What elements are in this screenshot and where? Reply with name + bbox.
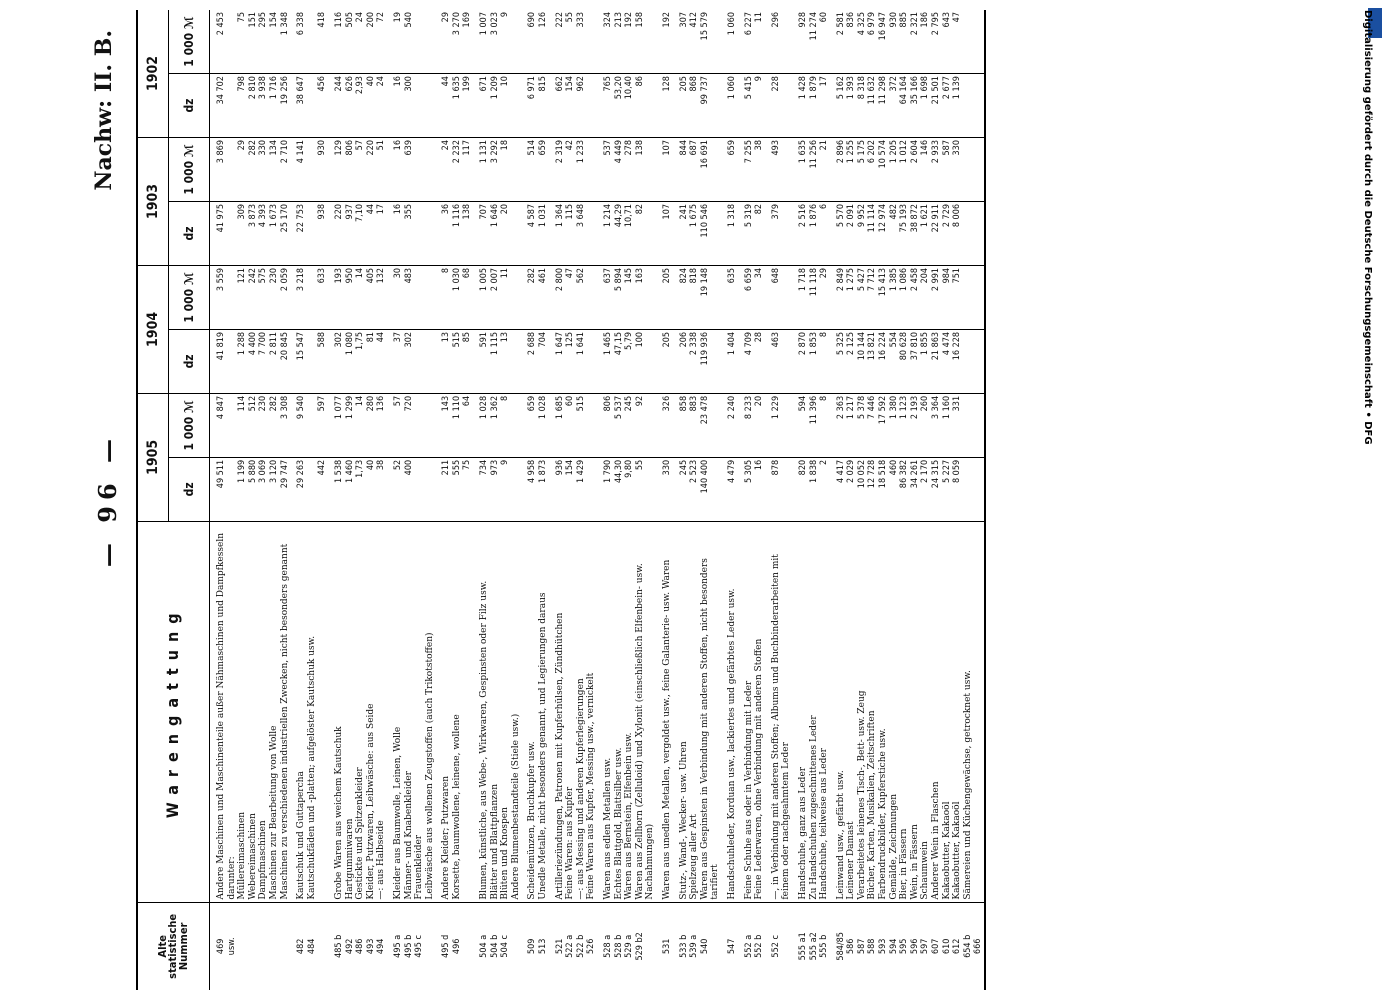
row-value: 2 363 1 217 5 378 7 446 17 592 1 380 1 123 2 193 260 3 364 1 160 331 <box>830 393 985 457</box>
row-value: 282 461 <box>521 265 548 329</box>
row-ware: Leinwand usw., gefärbt usw. Leinener Damast Verarbeitetes leinenes Tisch-, Bett- usw. Zeug Bücher, Karten, Musikalien, Zeitschriften Farbendruckbilder, Kupferstiche usw. Gemälde, Zeichnungen Bier, in Fässern Wein, in Fässern Schaumwein Anderer Wein in Flaschen Kakaobutter, Kakaoöl Kakaobutter, Kakaoöl Sämereien und Küchengewächse, getrocknet usw. <box>830 521 985 902</box>
row-value: 3 869 29 282 330 134 2 710 <box>210 138 291 202</box>
row-ware: Blumen, künstliche, aus Webe-, Wirkwaren, Gespinsten oder Filz usw. Blätter und Blattpflanzen Blüten und Knospen Andere Blumenbestandteile (Stiele usw.) <box>473 521 521 902</box>
row-value: 734 973 9 <box>473 457 521 521</box>
row-value: 1 647 125 1 641 <box>549 329 597 393</box>
row-value: 116 505 24 200 72 <box>333 12 387 28</box>
row-value: 4 417 2 029 10 052 12 728 18 518 460 86 382 34 261 2 170 24 315 5 227 8 059 <box>830 457 985 521</box>
row-value: 16 300 <box>387 74 435 138</box>
row-value: 307 412 15 579 <box>678 12 710 41</box>
row-value: 2 688 704 <box>521 329 548 393</box>
header-year-1903: 1903 <box>137 138 169 266</box>
row-value: 41 819 1 288 4 400 7 700 2 811 20 845 <box>210 329 291 393</box>
row-value: 1 060 <box>726 12 737 36</box>
table-row <box>830 10 985 990</box>
table-row <box>792 10 830 990</box>
header-year-1905: 1905 <box>137 393 169 521</box>
row-value: 648 <box>765 265 792 329</box>
row-value: 36 1 116 138 <box>435 201 473 265</box>
row-value: 302 1 080 1,75 81 44 <box>328 329 387 393</box>
row-number: 495 a 495 b 495 c <box>387 902 435 990</box>
row-value: 193 950 14 405 132 <box>328 265 387 329</box>
table-row <box>290 10 328 990</box>
row-number: 552 c <box>765 902 792 990</box>
row-value: 671 1 209 10 <box>473 74 521 138</box>
row-value: 379 <box>765 201 792 265</box>
table-row <box>210 10 291 990</box>
row-ware: Waren aus unedlen Metallen, vergoldet usw., feine Galanterie- usw. Waren <box>656 521 673 902</box>
row-value: 6 659 34 <box>738 265 765 329</box>
header-dz: dz <box>169 201 210 265</box>
header-dz: dz <box>169 74 210 138</box>
row-ware: Grobe Waren aus weichem Kautschuk Hartgummiwaren Gestickte und Spitzenkleider Kleider, Putzwaren, Leibwäsche: aus Seide —: aus Halbseide <box>328 521 387 902</box>
row-value: 37 302 <box>387 329 435 393</box>
row-number: 552 a 552 b <box>738 902 765 990</box>
row-ware: Artilleriezündungen, Patronen mit Kupferhülsen, Zündhütchen Feine Waren: aus Kupfer —: aus Messing und anderen Kupferlegierungen Feine Waren aus Kupfer, Messing usw., vernickelt <box>549 521 597 902</box>
row-value: 29 263 442 <box>290 457 328 521</box>
row-value: 1 318 <box>721 201 738 265</box>
table-row <box>721 10 738 990</box>
row-value: 8 233 20 <box>738 393 765 457</box>
row-value: 1 131 3 292 18 <box>473 138 521 202</box>
row-value: 143 1 110 64 <box>435 393 473 457</box>
section-reference: Nachw: II. B. <box>91 30 117 191</box>
row-value: 5 162 1 393 8 318 11 632 11 298 372 64 164 35 166 1 698 21 501 2 677 1 139 <box>830 74 985 138</box>
row-value: 824 818 19 148 <box>673 265 721 329</box>
row-value: 2 453 75 151 295 154 1 348 <box>216 12 290 36</box>
row-value: 1 428 1 879 17 <box>792 74 830 138</box>
row-value: 24 2 232 117 <box>435 138 473 202</box>
row-value: 34 702 798 2 810 3 938 1 716 19 256 <box>210 74 291 138</box>
row-value: 637 5 894 145 163 <box>597 265 656 329</box>
row-value: 3 218 633 <box>290 265 328 329</box>
row-value: 192 <box>661 12 672 28</box>
row-value: 928 11 274 60 <box>797 12 830 41</box>
row-value: 13 515 85 <box>435 329 473 393</box>
row-value: 1 028 1 362 8 <box>473 393 521 457</box>
row-value: 635 <box>721 265 738 329</box>
row-value: 107 <box>656 201 673 265</box>
row-value: 16 355 <box>387 201 435 265</box>
row-value: 29 3 270 169 <box>441 12 473 36</box>
row-value: 4 141 930 <box>290 138 328 202</box>
row-value: 244 626 2,93 40 24 <box>328 74 387 138</box>
row-value: 1 635 11 256 21 <box>792 138 830 202</box>
row-number: 485 b 492 486 493 494 <box>328 902 387 990</box>
row-ware: Feine Schuhe aus oder in Verbindung mit Leder Feine Lederwaren, ohne Verbindung mit anderen Stoffen <box>738 521 765 902</box>
table-row <box>387 10 435 990</box>
row-number: 533 b 539 a 540 <box>673 902 721 990</box>
row-number: 509 513 <box>521 902 548 990</box>
row-value: 245 2 523 140 400 <box>673 457 721 521</box>
row-value: 4 587 1 031 <box>521 201 548 265</box>
row-value: 765 53,20 10,40 86 <box>597 74 656 138</box>
row-value: 5 570 2 091 9 952 11 114 12 974 482 75 193 38 872 1 621 22 911 2 729 8 006 <box>830 201 985 265</box>
row-value: 6 227 11 <box>743 12 765 36</box>
row-value: 3 559 121 242 575 230 2 059 <box>210 265 291 329</box>
row-value: 1 005 2 007 11 <box>473 265 521 329</box>
row-number: 469 usw. <box>210 902 291 990</box>
row-value: 463 <box>765 329 792 393</box>
row-value: 1 214 44,29 10,71 82 <box>597 201 656 265</box>
row-value: 30 483 <box>387 265 435 329</box>
row-ware: —, in Verbindung mit anderen Stoffen; Albums und Buchbinderarbeiten mit feinem oder nachgeahmtem Leder <box>765 521 792 902</box>
table-row <box>765 10 792 990</box>
row-value: 806 5 537 245 92 <box>597 393 656 457</box>
table-row <box>597 10 656 990</box>
row-value: 2 516 1 876 6 <box>792 201 830 265</box>
row-ware: Kleider aus Baumwolle, Leinen, Wolle Männer- und Knabenkleider Frauenkleider Leibwäsche aus wollenen Zeugstoffen (auch Trikotstoffen) <box>387 521 435 902</box>
rotated-table-page <box>41 10 1341 990</box>
row-value: 9 540 597 <box>290 393 328 457</box>
row-value: 1 060 <box>721 74 738 138</box>
header-old-number: Alte statistische Nummer <box>137 902 210 990</box>
table-row <box>656 10 673 990</box>
row-value: 594 11 396 8 <box>792 393 830 457</box>
row-value: 129 806 57 220 51 <box>328 138 387 202</box>
header-value: 1 000 ℳ <box>169 265 210 329</box>
row-value: 2 800 47 562 <box>549 265 597 329</box>
row-value: 1 685 60 515 <box>549 393 597 457</box>
row-value: 206 2 338 119 936 <box>673 329 721 393</box>
row-ware: Stutz-, Wand-, Wecker- usw. Uhren Spielzeug aller Art Waren aus Gespinsten in Verbindung mit anderen Stoffen, nicht besonders tarifiert <box>673 521 721 902</box>
row-value: 220 937 7,10 44 17 <box>328 201 387 265</box>
row-value: 4 479 <box>721 457 738 521</box>
row-value: 44 1 635 199 <box>435 74 473 138</box>
page-number: — 96 — <box>93 432 122 568</box>
header-dz: dz <box>169 329 210 393</box>
row-value: 49 511 1 199 5 880 3 069 3 120 29 747 <box>210 457 291 521</box>
row-value: 205 <box>656 265 673 329</box>
header-value: 1 000 ℳ <box>169 138 210 202</box>
row-value: 6 971 815 <box>521 74 548 138</box>
row-value: 228 <box>765 74 792 138</box>
row-value: 7 255 38 <box>738 138 765 202</box>
row-number: 521 522 a 522 b 526 <box>549 902 597 990</box>
row-number: 528 a 528 b 529 a 529 b2 <box>597 902 656 990</box>
row-ware: Handschuhe, ganz aus Leder Zu Handschuhen zugeschnittenes Leder Handschuhe, teilweise aus Leder <box>792 521 830 902</box>
row-value: 878 <box>765 457 792 521</box>
row-value: 4 847 114 512 230 282 3 308 <box>210 393 291 457</box>
row-value: 205 <box>656 329 673 393</box>
row-ware: Kautschuk und Guttapercha Kautschukfäden und -platten; aufgelöster Kautschuk usw. <box>290 521 328 902</box>
row-value: 19 540 <box>392 12 414 28</box>
row-value: 1 538 1 460 1,73 40 38 <box>328 457 387 521</box>
row-ware: Scheidemünzen, Bruchkupfer usw. Unedle Metalle, nicht besonders genannt, und Legierungen daraus <box>521 521 548 902</box>
row-value: 1 077 1 299 14 280 136 <box>328 393 387 457</box>
header-year-1902: 1902 <box>137 10 169 138</box>
table-row <box>521 10 548 990</box>
row-value: 324 213 192 158 <box>603 12 645 28</box>
row-value: 326 <box>656 393 673 457</box>
row-value: 128 <box>656 74 673 138</box>
table-row <box>673 10 721 990</box>
row-value: 296 <box>770 12 781 28</box>
row-value: 4 958 1 873 <box>521 457 548 521</box>
row-ware: Andere Kleider; Putzwaren Korsette, baumwollene, leinene, wollene <box>435 521 473 902</box>
row-number: 584/85 586 587 588 593 594 595 596 597 607 610 612 654 b 666 <box>830 902 985 990</box>
row-value: 8 1 030 68 <box>435 265 473 329</box>
row-value: 1 465 47,15 5,79 100 <box>597 329 656 393</box>
row-value: 2 581 836 4 325 6 979 16 947 930 885 2 321 186 2 795 643 47 <box>830 10 985 74</box>
table-row <box>473 10 521 990</box>
row-value: 493 <box>765 138 792 202</box>
row-value: 591 1 115 13 <box>473 329 521 393</box>
row-value: 5 415 9 <box>738 74 765 138</box>
digitization-note: Digitalisierung gefördert durch die Deutsche Forschungsgemeinschaft • DFG <box>1362 10 1373 445</box>
table-row <box>435 10 473 990</box>
statistics-table <box>136 10 986 990</box>
row-value: 1 790 44,30 9,80 55 <box>597 457 656 521</box>
row-number: 555 a1 555 a2 555 b <box>792 902 830 990</box>
row-value: 537 4 449 278 138 <box>597 138 656 202</box>
row-value: 330 <box>656 457 673 521</box>
table-row <box>328 10 387 990</box>
row-value: 22 753 938 <box>290 201 328 265</box>
row-value: 1 229 <box>765 393 792 457</box>
row-value: 2 896 1 255 5 175 6 202 10 574 1 205 1 012 2 604 146 2 933 587 330 <box>830 138 985 202</box>
row-value: 690 126 <box>527 12 549 28</box>
row-value: 1 007 3 023 9 <box>479 12 511 36</box>
row-value: 107 <box>656 138 673 202</box>
row-value: 707 1 646 20 <box>473 201 521 265</box>
row-value: 6 338 418 <box>296 12 328 36</box>
row-ware: Handschuhleder, Korduan usw., lackiertes und gefärbtes Leder usw. <box>721 521 738 902</box>
row-value: 1 404 <box>721 329 738 393</box>
row-value: 514 659 <box>521 138 548 202</box>
table-row <box>549 10 597 990</box>
row-value: 52 400 <box>387 457 435 521</box>
header-ware: Warengattung <box>137 521 210 902</box>
row-value: 5 305 16 <box>738 457 765 521</box>
row-value: 16 639 <box>387 138 435 202</box>
row-value: 2 319 42 1 233 <box>549 138 597 202</box>
header-value: 1 000 ℳ <box>169 393 210 457</box>
row-value: 1 718 11 118 29 <box>792 265 830 329</box>
row-value: 2 870 1 853 8 <box>792 329 830 393</box>
row-ware: Andere Maschinen und Maschinenteile außer Nähmaschinen und Dampfkesseln darunter: Müllereimaschinen Webereimaschinen Dampfmaschinen Maschinen zur Bearbeitung von Wolle Maschinen zu verschiedenen industriellen Zwecken, nicht besonders genannt <box>210 521 291 902</box>
header-year-1904: 1904 <box>137 265 169 393</box>
row-value: 222 55 333 <box>554 12 586 28</box>
row-value: 38 647 456 <box>290 74 328 138</box>
row-value: 241 1 675 110 546 <box>673 201 721 265</box>
row-value: 57 720 <box>387 393 435 457</box>
row-value: 2 849 1 275 5 427 7 712 15 413 1 385 1 086 2 458 204 2 991 984 751 <box>830 265 985 329</box>
row-value: 15 547 588 <box>290 329 328 393</box>
row-value: 659 <box>721 138 738 202</box>
header-value: 1 000 ℳ <box>169 10 210 74</box>
row-value: 844 687 16 691 <box>673 138 721 202</box>
header-dz: dz <box>169 457 210 521</box>
row-ware: Waren aus edlen Metallen usw. Echtes Blattgold, Blattsilber usw. Waren aus Bernstein, Elfenbein usw. Waren aus Zellhorn (Zelluloid) und Xylonit (einschließlich Elfenbein- usw. Nachahmungen) <box>597 521 656 902</box>
row-value: 5 325 2 125 10 144 13 821 16 224 554 80 628 37 810 1 855 21 863 4 474 16 228 <box>830 329 985 393</box>
row-number: 482 484 <box>290 902 328 990</box>
row-number: 531 <box>656 902 673 990</box>
row-value: 1 364 115 3 648 <box>549 201 597 265</box>
row-value: 2 240 <box>721 393 738 457</box>
row-value: 205 868 99 737 <box>673 74 721 138</box>
row-value: 41 975 309 3 873 4 393 1 673 25 170 <box>210 201 291 265</box>
row-value: 936 154 1 429 <box>549 457 597 521</box>
row-value: 4 709 28 <box>738 329 765 393</box>
row-value: 5 319 82 <box>738 201 765 265</box>
row-value: 820 1 838 2 <box>792 457 830 521</box>
row-value: 858 883 23 478 <box>673 393 721 457</box>
row-value: 211 555 75 <box>435 457 473 521</box>
row-number: 495 d 496 <box>435 902 473 990</box>
row-value: 659 1 028 <box>521 393 548 457</box>
table-row <box>738 10 765 990</box>
row-number: 547 <box>721 902 738 990</box>
row-number: 504 a 504 b 504 c <box>473 902 521 990</box>
row-value: 662 154 962 <box>549 74 597 138</box>
